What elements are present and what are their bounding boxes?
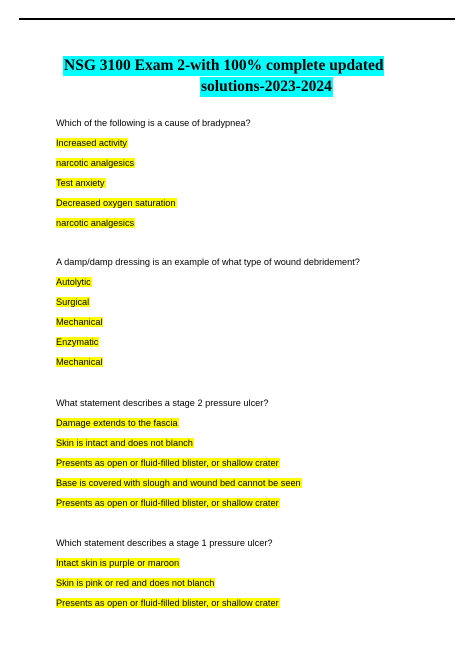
answer-option <box>56 557 280 577</box>
answer-text: Autolytic <box>56 277 91 287</box>
answer-text: Mechanical <box>56 317 103 327</box>
answer-option <box>56 356 360 376</box>
answer-text: Presents as open or fluid-filled blister, or shallow crater <box>56 598 279 608</box>
question-text: Which statement describes a stage 1 pressure ulcer? <box>56 538 273 548</box>
answer-option <box>56 177 251 197</box>
answer-text: Damage extends to the fascia <box>56 418 178 428</box>
answer-option <box>56 197 251 217</box>
answer-text: Surgical <box>56 297 90 307</box>
answer-option <box>56 457 302 477</box>
answer-option <box>56 417 302 437</box>
answer-option <box>56 477 302 497</box>
question-block-3 <box>56 397 302 517</box>
answer-option <box>56 296 360 316</box>
answer-text: narcotic analgesics <box>56 158 135 168</box>
answer-list <box>56 137 251 237</box>
question-text: A damp/damp dressing is an example of what type of wound debridement? <box>56 257 360 267</box>
answer-option <box>56 597 280 617</box>
answer-option <box>56 157 251 177</box>
answer-option <box>56 437 302 457</box>
answer-text: Decreased oxygen saturation <box>56 198 176 208</box>
question-text: What statement describes a stage 2 pressure ulcer? <box>56 398 269 408</box>
answer-option <box>56 276 360 296</box>
answer-list <box>56 417 302 517</box>
answer-option <box>56 217 251 237</box>
answer-option <box>56 497 302 517</box>
answer-text: Base is covered with slough and wound bed cannot be seen <box>56 478 301 488</box>
question-block-4 <box>56 537 280 617</box>
answer-option <box>56 336 360 356</box>
answer-list <box>56 557 280 617</box>
top-divider <box>19 18 455 20</box>
answer-option <box>56 577 280 597</box>
answer-text: Enzymatic <box>56 337 99 347</box>
answer-text: Intact skin is purple or maroon <box>56 558 180 568</box>
answer-option <box>56 316 360 336</box>
answer-text: Test anxiety <box>56 178 105 188</box>
answer-option <box>56 137 251 157</box>
question-block-2 <box>56 256 360 376</box>
answer-text: Presents as open or fluid-filled blister, or shallow crater <box>56 498 279 508</box>
title-line-1: NSG 3100 Exam 2-with 100% complete updated <box>64 57 384 74</box>
answer-list <box>56 276 360 376</box>
answer-text: Skin is intact and does not blanch <box>56 438 193 448</box>
answer-text: Skin is pink or red and does not blanch <box>56 578 215 588</box>
title-line-2: solutions-2023-2024 <box>201 78 332 95</box>
answer-text: Increased activity <box>56 138 127 148</box>
answer-text: Mechanical <box>56 357 103 367</box>
answer-text: Presents as open or fluid-filled blister, or shallow crater <box>56 458 279 468</box>
question-text: Which of the following is a cause of bradypnea? <box>56 118 251 128</box>
question-block-1 <box>56 117 251 237</box>
answer-text: narcotic analgesics <box>56 218 135 228</box>
